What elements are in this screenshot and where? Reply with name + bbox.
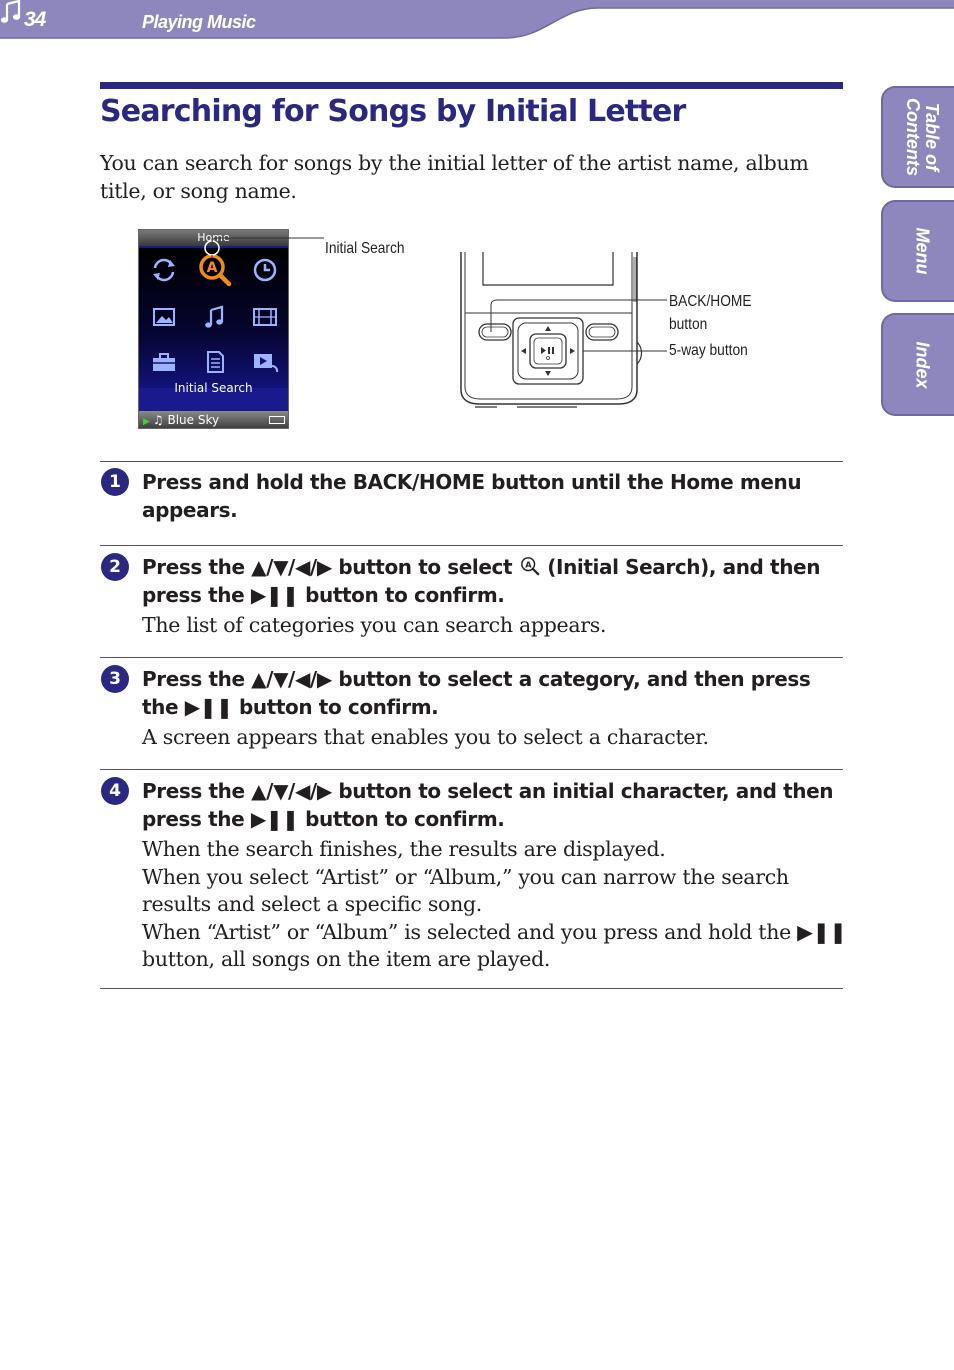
device-drawing — [457, 252, 787, 412]
tab-label: Table of Contents — [903, 98, 942, 176]
step-4-body — [142, 836, 847, 974]
step-4-body-line: When the search finishes, the results are displayed. — [142, 837, 666, 861]
step-2-heading-part2: (Initial Search), and then press the ▶❚❚ button to confirm. — [142, 555, 821, 607]
step-1-heading: Press and hold the BACK/HOME button until the Home menu appears. — [142, 470, 802, 522]
play-indicator-icon: ▶ — [143, 417, 150, 427]
step-4-body-line: When “Artist” or “Album” is selected and you press and hold the ▶❚❚ button, all songs on the item are played. — [142, 919, 847, 971]
tab-label: Index — [912, 340, 933, 389]
divider — [100, 657, 843, 658]
initial-search-callout-line — [200, 236, 330, 266]
section-title: Playing Music — [142, 12, 256, 32]
initial-search-icon — [519, 556, 541, 576]
now-playing-title: ♫ Blue Sky — [152, 413, 220, 427]
step-4-heading: Press the ▲/▼/◀/▶ button to select an initial character, and then press the ▶❚❚ button to confirm. — [142, 779, 834, 831]
divider — [100, 545, 843, 546]
repeat-shuffle-icon — [150, 256, 178, 284]
screen-now-playing-bar — [139, 411, 288, 429]
step-4-body-line: When you select “Artist” or “Album,” you can narrow the search results and select a specific song. — [142, 864, 789, 916]
step-number-badge: 4 — [101, 777, 129, 805]
svg-text:A: A — [524, 559, 531, 570]
step-3-body: A screen appears that enables you to select a character. — [142, 725, 709, 749]
step-number-badge: 2 — [101, 553, 129, 581]
divider — [100, 461, 843, 462]
music-note-icon — [0, 0, 22, 24]
tab-index[interactable] — [881, 313, 954, 416]
tab-table-of-contents[interactable] — [881, 86, 954, 188]
title-rule — [100, 82, 843, 89]
intro-text: You can search for songs by the initial letter of the artist name, album title, or song name. — [100, 151, 809, 203]
page-header — [0, 0, 954, 40]
tab-menu[interactable] — [881, 200, 954, 302]
divider — [100, 988, 843, 989]
screen-header: Home — [139, 230, 288, 246]
callout-initial-search: Initial Search — [325, 240, 405, 257]
music-icon — [201, 303, 229, 331]
step-number-badge: 1 — [101, 468, 129, 496]
svg-text:A: A — [206, 260, 218, 276]
tab-label: Menu — [912, 227, 933, 275]
step-2-heading-part1: Press the ▲/▼/◀/▶ button to select — [142, 555, 519, 579]
callout-back-home-line1: BACK/HOME — [669, 293, 752, 310]
page-number: 34 — [24, 8, 46, 31]
step-number-badge: 3 — [101, 665, 129, 693]
step-3-heading: Press the ▲/▼/◀/▶ button to select a category, and then press the ▶❚❚ button to confirm. — [142, 667, 811, 719]
battery-icon — [269, 416, 285, 424]
screen-selected-label: Initial Search — [174, 381, 253, 395]
screen-icon-grid — [139, 248, 288, 388]
callout-five-way: 5-way button — [669, 342, 748, 359]
step-2-heading — [142, 554, 844, 609]
divider — [100, 769, 843, 770]
callout-back-home-line2: button — [669, 316, 708, 333]
now-playing-icon — [251, 348, 279, 376]
page-title: Searching for Songs by Initial Letter — [100, 94, 686, 129]
step-2-body: The list of categories you can search appears. — [142, 613, 607, 637]
video-icon — [251, 303, 279, 331]
toolbox-icon — [150, 348, 178, 376]
document-icon — [201, 348, 229, 376]
photo-icon — [150, 303, 178, 331]
